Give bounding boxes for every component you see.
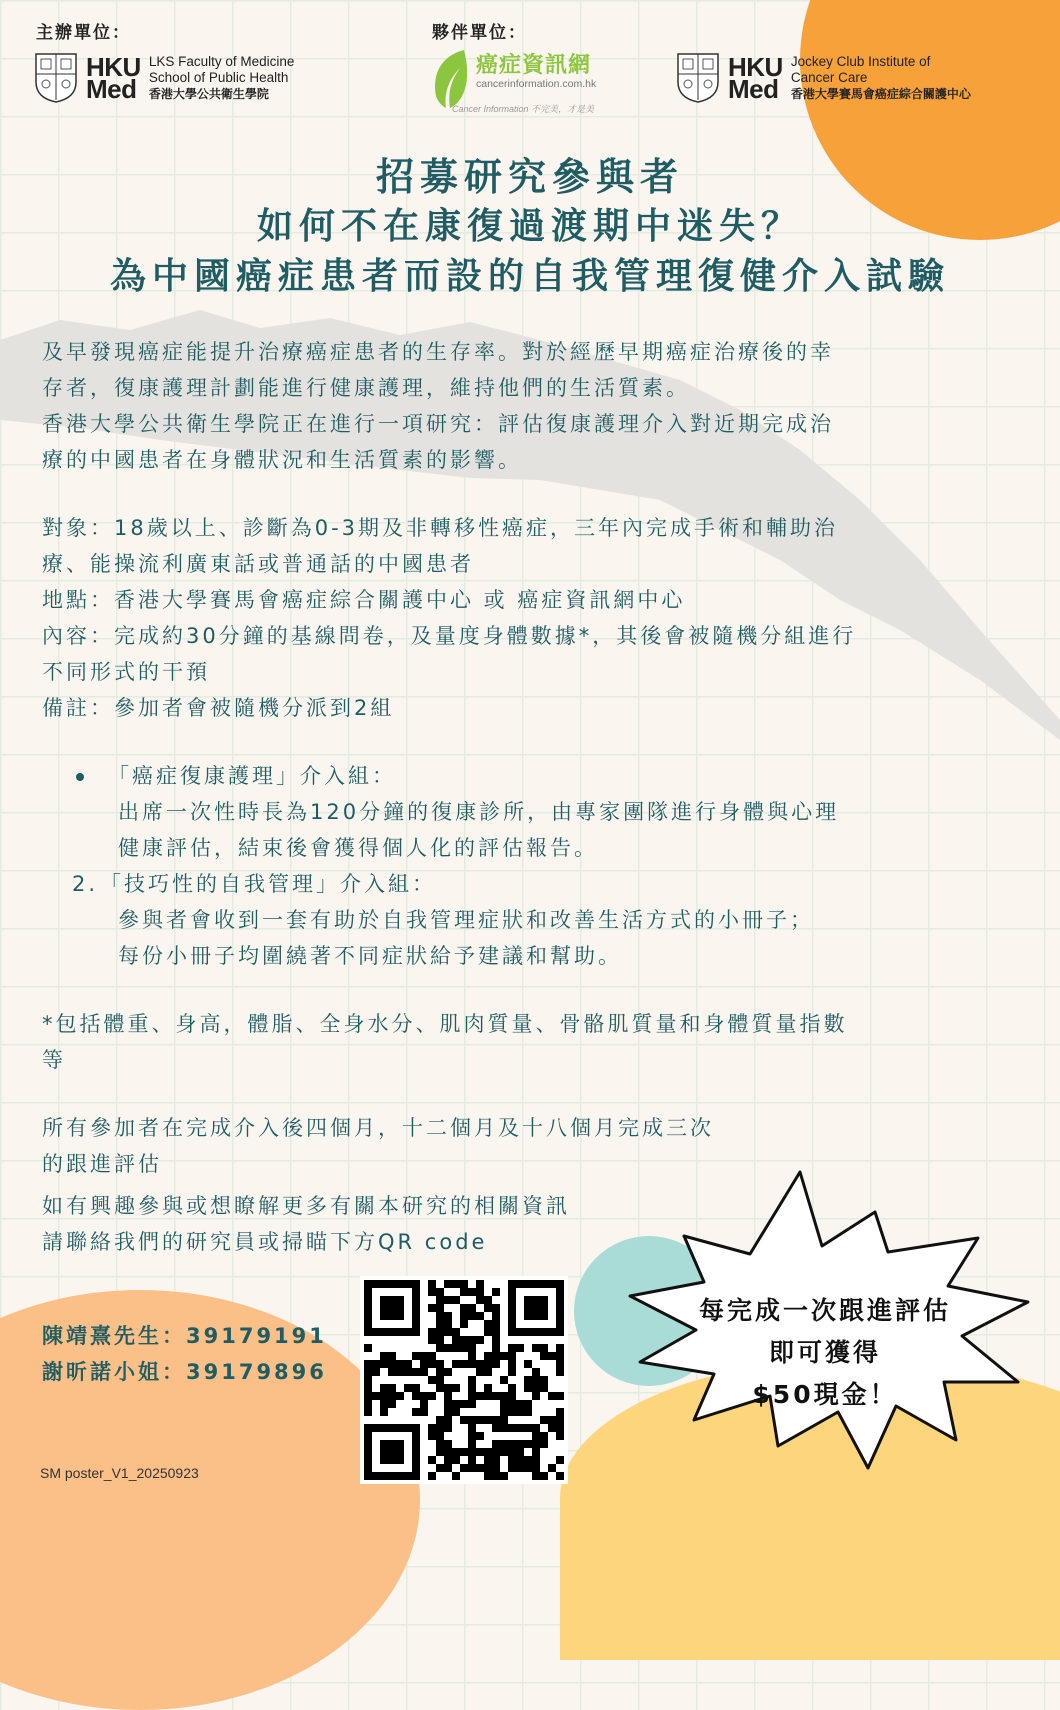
hku-med-wordmark: HKU Med	[728, 52, 783, 104]
partner-logo	[430, 46, 630, 116]
intro-paragraph: 及早發現癌症能提升治療癌症患者的生存率。對於經歷早期癌症治療後的幸 存者，復康護理計劃能進行健康護理，維持他們的生活質素。 香港大學公共衛生學院正在進行一項研究：評估復康護理介入對近期完成治 療的中國患者在身體狀況和生活質素的影響。	[42, 340, 834, 472]
content-line-2: 不同形式的干預	[42, 660, 210, 684]
qr-code[interactable]	[360, 1276, 568, 1484]
organizer-label: 主辦單位：	[36, 23, 131, 43]
followup-text: 所有參加者在完成介入後四個月，十二個月及十八個月完成三次 的跟進評估	[42, 1116, 714, 1176]
hku-jockey-club-logo	[676, 52, 971, 104]
contact-1: 陳靖熹先生：39179191	[42, 1324, 327, 1348]
group-1-line-2: 健康評估，結束後會獲得個人化的評估報告。	[118, 836, 598, 860]
group-1-title: 「癌症復康護理」介入組：	[108, 764, 396, 788]
group-2-title: 「技巧性的自我管理」介入組：	[100, 872, 436, 896]
study-details	[42, 510, 1022, 726]
reward-line-1: 每完成一次跟進評估	[698, 1296, 951, 1325]
group-2-line-2: 每份小冊子均圍繞著不同症狀給予建議和幫助。	[118, 944, 622, 968]
version-label: SM poster_V1_20250923	[40, 1465, 199, 1481]
hku-crest-icon	[676, 52, 720, 104]
hku-med-wordmark: HKU Med	[86, 52, 141, 104]
target-line-1: 對象：18歲以上、診斷為0-3期及非轉移性癌症，三年內完成手術和輔助治	[42, 516, 839, 540]
group-2-number: 2.	[72, 872, 99, 896]
title-trial: 為中國癌症患者而設的自我管理復健介入試驗	[109, 256, 950, 297]
reward-line-2: 即可獲得	[768, 1338, 881, 1367]
contact-list	[42, 1318, 362, 1390]
group-1-line-1: 出席一次性時長為120分鐘的復康診所，由專家團隊進行身體與心理	[118, 800, 840, 824]
reward-line-3: $50現金！	[752, 1380, 898, 1409]
hku-right-text: Jockey Club Institute of Cancer Care 香港大學賽馬會癌症綜合關護中心	[790, 54, 971, 101]
remark-line: 備註：參加者會被隨機分派到2組	[42, 696, 395, 720]
hku-crest-icon	[34, 52, 78, 104]
group-1	[108, 758, 1008, 866]
partner-url: cancerinformation.com.hk	[476, 78, 597, 90]
footnote: *包括體重、身高，體脂、全身水分、肌肉質量、骨骼肌質量和身體質量指數 等	[42, 1012, 848, 1072]
bullet-icon	[76, 773, 84, 781]
partner-name: 癌症資訊網	[476, 53, 592, 78]
location-line: 地點：香港大學賽馬會癌症綜合關護中心 或 癌症資訊網中心	[42, 588, 686, 612]
partner-label: 夥伴單位：	[432, 23, 527, 43]
content-line-1: 內容：完成約30分鐘的基線問卷，及量度身體數據*，其後會被隨機分組進行	[42, 624, 857, 648]
contact-intro: 如有興趣參與或想瞭解更多有關本研究的相關資訊 請聯絡我們的研究員或掃瞄下方QR code	[42, 1194, 570, 1254]
contact-2: 謝昕諾小姐：39179896	[42, 1360, 327, 1384]
partner-tagline: Cancer Information 不完美，才是美	[452, 104, 595, 114]
group-2	[100, 866, 1010, 974]
qr-code-icon	[364, 1280, 564, 1480]
hku-left-text: LKS Faculty of Medicine School of Public Health 香港大學公共衛生學院	[148, 54, 295, 101]
leaf-icon	[430, 48, 472, 110]
title-recruitment: 招募研究參與者	[375, 155, 684, 199]
target-line-2: 療、能操流利廣東話或普通話的中國患者	[42, 552, 474, 576]
hku-public-health-logo	[34, 52, 294, 104]
reward-text	[650, 1290, 1000, 1416]
title-question: 如何不在康復過渡期中迷失？	[256, 206, 803, 247]
group-2-line-1: 參與者會收到一套有助於自我管理症狀和改善生活方式的小冊子；	[118, 908, 814, 932]
